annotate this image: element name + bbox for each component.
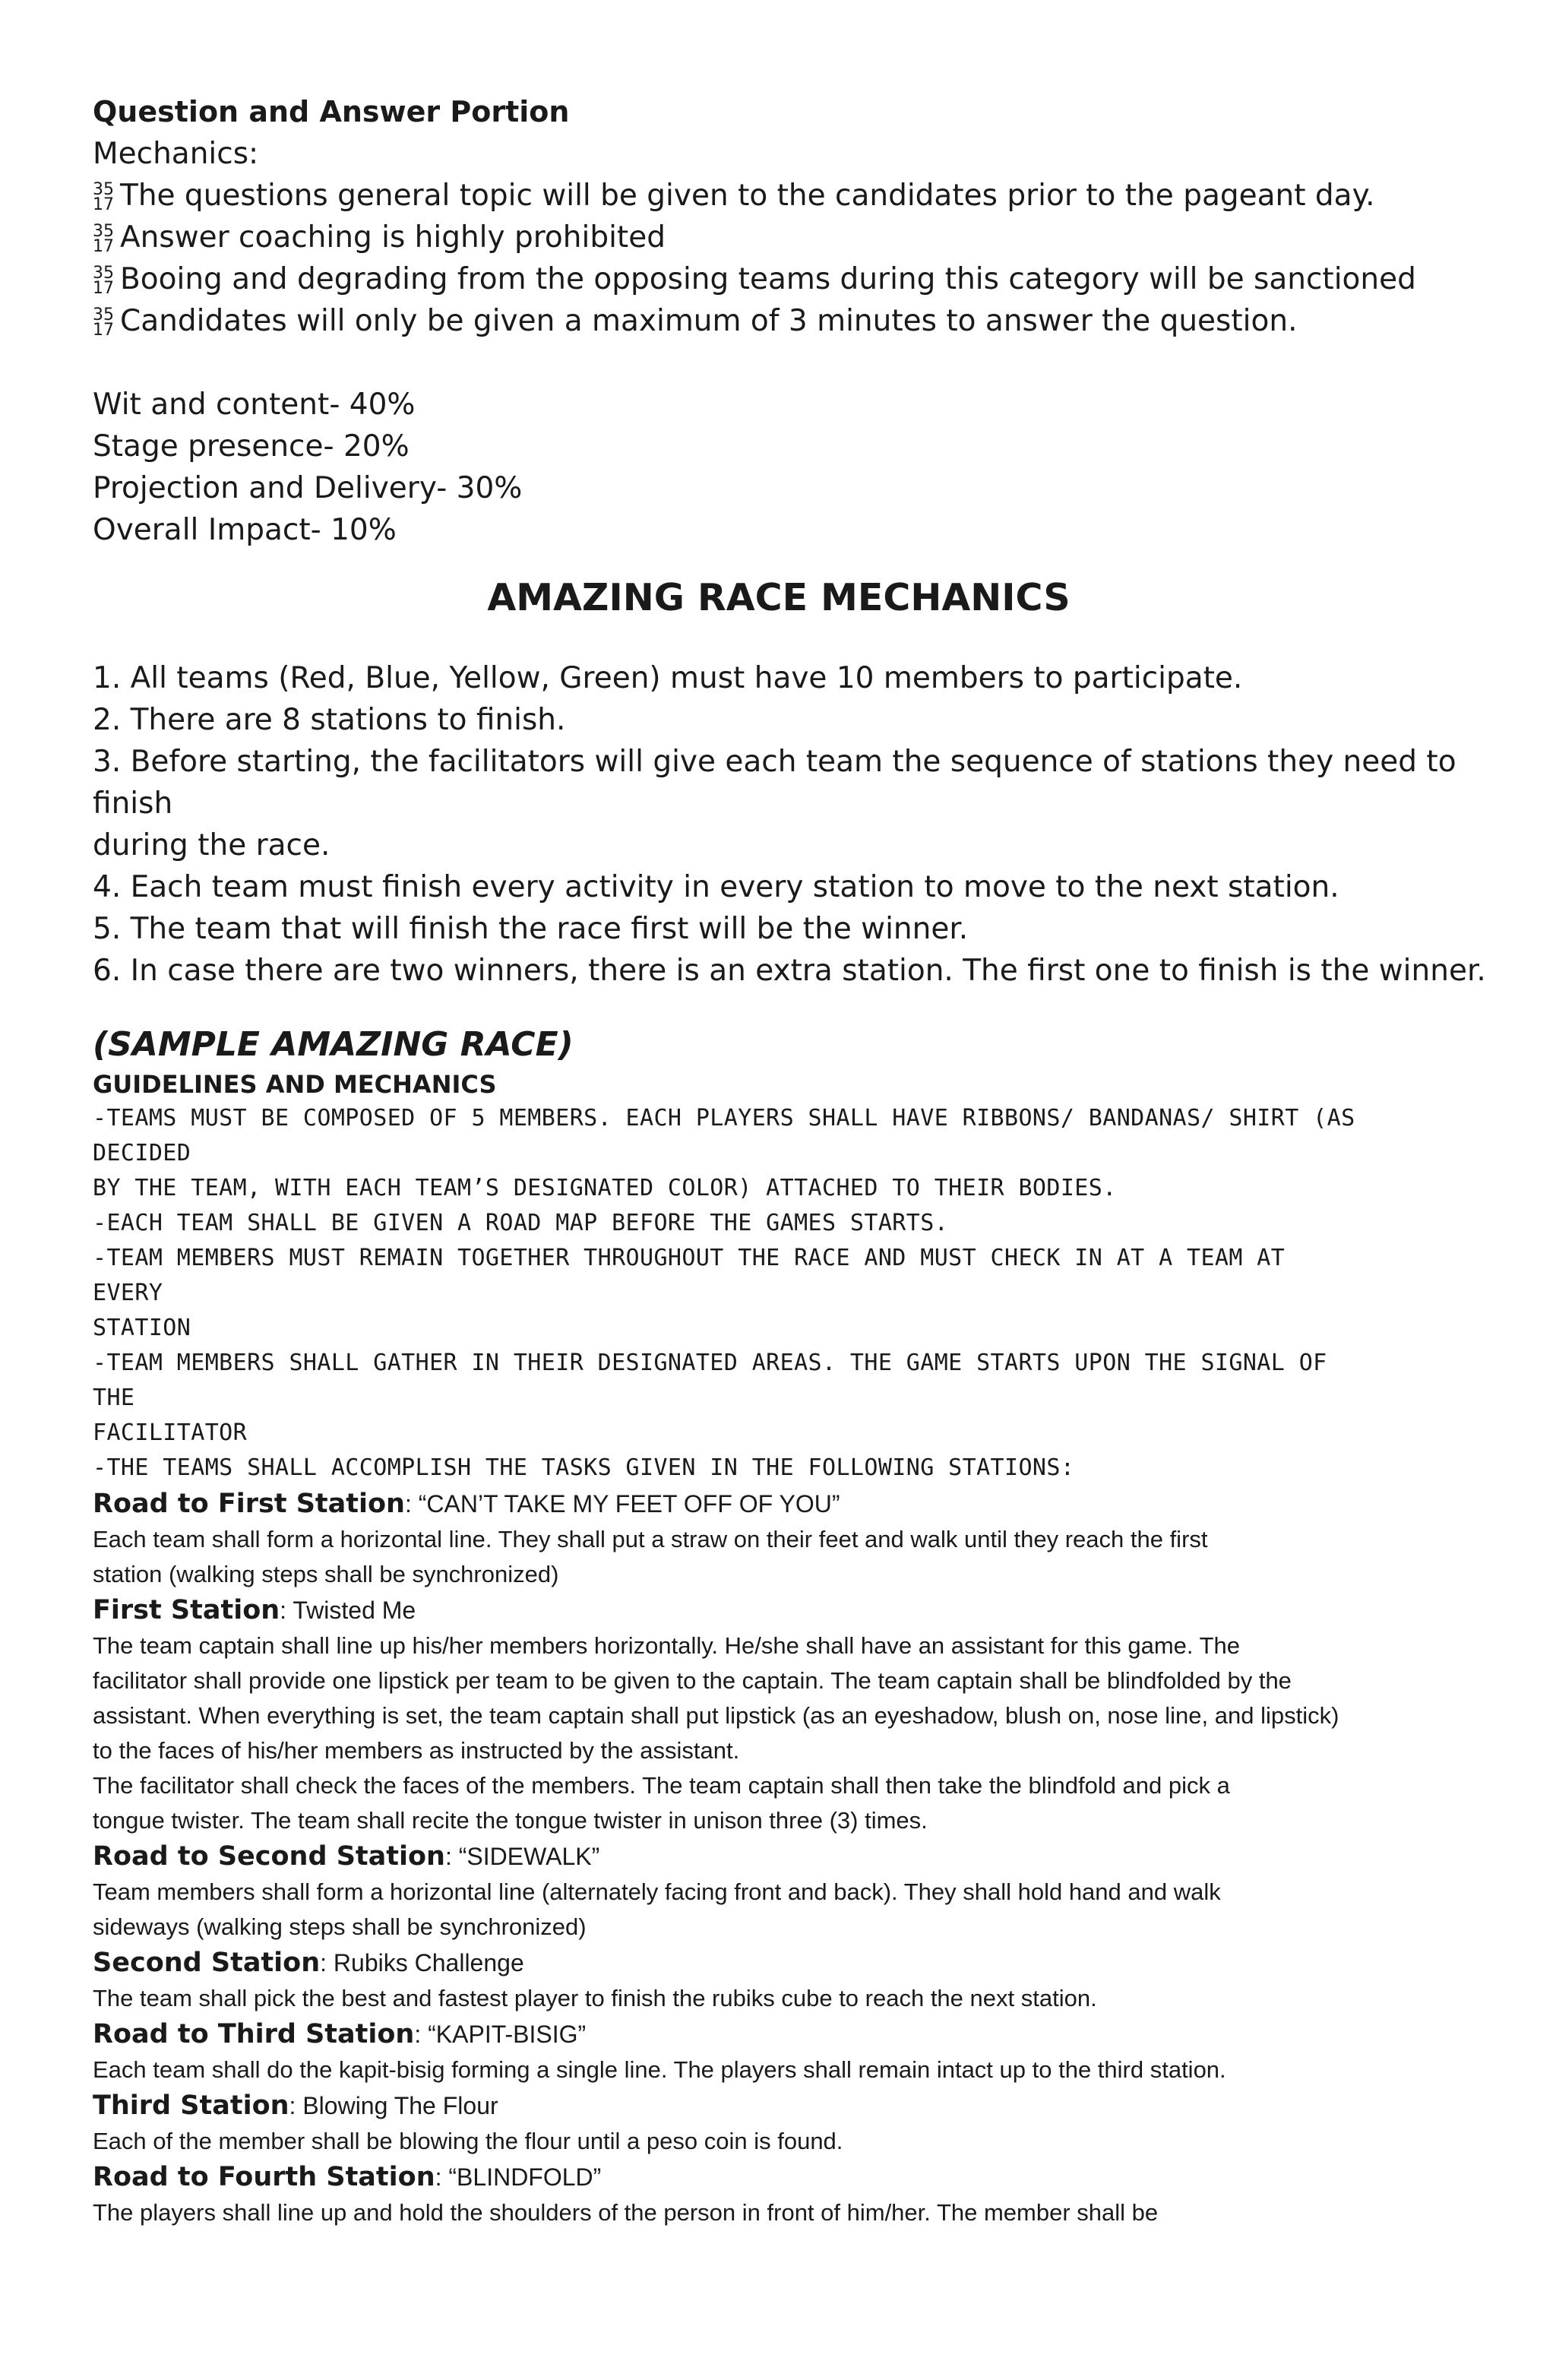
guideline-line: -TEAM MEMBERS SHALL GATHER IN THEIR DESIGNATED AREAS. THE GAME STARTS UPON THE SIGNAL OF [93,1350,1327,1376]
race-rule-line: 5. The team that will finish the race first will be the winner. [93,912,969,946]
station-3 [93,2087,1483,2159]
station-text: Each of the member shall be blowing the flour until a peso coin is found. [93,2128,843,2154]
guideline-line: STATION [93,1315,191,1341]
guideline-line: -TEAM MEMBERS MUST REMAIN TOGETHER THROUGHOUT THE RACE AND MUST CHECK IN AT A TEAM AT [93,1245,1286,1271]
station-text: assistant. When everything is set, the team captain shall put lipstick (as an eyeshadow, blush on, nose line, and lipstick) [93,1702,1339,1729]
qa-criteria [93,384,1483,551]
bullet-glyph-icon: 35 17 [93,179,114,214]
station-text: sideways (walking steps shall be synchronized) [93,1913,587,1940]
race-rule-line: 6. In case there are two winners, there is an extra station. The first one to finish is the winner. [93,954,1486,988]
race-rule-line: during the race. [93,828,330,862]
mechanics-label: Mechanics: [93,137,259,171]
station-text: station (walking steps shall be synchronized) [93,1561,559,1587]
race-rule-line: 1. All teams (Red, Blue, Yellow, Green) must have 10 members to participate. [93,661,1243,695]
station-heading: Road to First Station: “CAN’T TAKE MY FEET OFF OF YOU” [93,1489,840,1519]
guideline-line: -THE TEAMS SHALL ACCOMPLISH THE TASKS GIVEN IN THE FOLLOWING STATIONS: [93,1454,1075,1481]
qa-bullet-item: 35 17 Candidates will only be given a maximum of 3 minutes to answer the question. [93,304,1298,340]
station-text: Each team shall do the kapit-bisig forming a single line. The players shall remain intact up to the third station. [93,2056,1226,2083]
station-road-3 [93,2016,1483,2087]
station-text: The team shall pick the best and fastest player to finish the rubiks cube to reach the next station. [93,1985,1097,2011]
station-heading: Road to Second Station: “SIDEWALK” [93,1841,600,1872]
sample-title: (SAMPLE AMAZING RACE) [93,1025,574,1064]
amazing-race-title: AMAZING RACE MECHANICS [487,576,1071,619]
guideline-line: EVERY [93,1280,163,1306]
station-heading: Second Station: Rubiks Challenge [93,1948,524,1978]
guideline-line: -EACH TEAM SHALL BE GIVEN A ROAD MAP BEFORE THE GAMES STARTS. [93,1210,949,1236]
criteria-item: Wit and content- 40% [93,388,416,422]
qa-bullet-item: 35 17 Answer coaching is highly prohibited [93,220,666,256]
station-heading: Road to Fourth Station: “BLINDFOLD” [93,2162,602,2192]
race-rule-line: 3. Before starting, the facilitators will give each team the sequence of stations they need to [93,745,1456,779]
station-text: Team members shall form a horizontal line (alternately facing front and back). They shall hold hand and walk [93,1878,1221,1905]
station-road-1 [93,1486,1483,1592]
guideline-line: -TEAMS MUST BE COMPOSED OF 5 MEMBERS. EACH PLAYERS SHALL HAVE RIBBONS/ BANDANAS/ SHIRT (AS [93,1105,1355,1131]
station-road-4 [93,2159,1483,2230]
qa-bullet-item: 35 17 Booing and degrading from the opposing teams during this category will be sanctioned [93,262,1416,298]
station-heading: Road to Third Station: “KAPIT-BISIG” [93,2019,587,2049]
guideline-line: THE [93,1385,135,1411]
criteria-item: Overall Impact- 10% [93,513,397,547]
station-1 [93,1592,1483,1838]
guideline-line: DECIDED [93,1140,191,1166]
bullet-glyph-icon: 35 17 [93,263,114,298]
bullet-glyph-icon: 35 17 [93,221,114,256]
station-text: to the faces of his/her members as instructed by the assistant. [93,1737,740,1764]
amazing-race-list [93,657,1486,992]
station-text: The facilitator shall check the faces of the members. The team captain shall then take the blindfold and pick a [93,1772,1230,1799]
qa-bullet-item: 35 17 The questions general topic will be given to the candidates prior to the pageant day. [93,179,1375,214]
station-text: Each team shall form a horizontal line. They shall put a straw on their feet and walk until they reach the first [93,1526,1208,1552]
station-road-2 [93,1838,1483,1945]
bullet-glyph-icon: 35 17 [93,305,114,340]
station-text: The players shall line up and hold the shoulders of the person in front of him/her. The member shall be [93,2199,1159,2226]
station-text: The team captain shall line up his/her members horizontally. He/she shall have an assistant for this game. The [93,1632,1241,1659]
station-text: tongue twister. The team shall recite the tongue twister in unison three (3) times. [93,1807,928,1834]
station-heading: First Station: Twisted Me [93,1595,416,1625]
race-rule-line: finish [93,786,173,821]
spacer [93,342,1483,384]
qa-bullet-list [93,175,1483,342]
race-rule-line: 4. Each team must finish every activity in every station to move to the next station. [93,870,1339,904]
document-page [93,91,1486,2230]
criteria-item: Projection and Delivery- 30% [93,471,523,505]
station-heading: Third Station: Blowing The Flour [93,2090,498,2121]
criteria-item: Stage presence- 20% [93,429,410,464]
race-rule-line: 2. There are 8 stations to finish. [93,703,566,737]
guidelines-title: GUIDELINES AND MECHANICS [93,1070,497,1099]
qa-title: Question and Answer Portion [93,95,570,128]
guidelines-list [93,1101,1483,1486]
station-2 [93,1945,1483,2016]
guideline-line: BY THE TEAM, WITH EACH TEAM’S DESIGNATED COLOR) ATTACHED TO THEIR BODIES. [93,1175,1117,1201]
station-text: facilitator shall provide one lipstick per team to be given to the captain. The team captain shall be blindfolded by the [93,1667,1292,1694]
guideline-line: FACILITATOR [93,1419,248,1446]
